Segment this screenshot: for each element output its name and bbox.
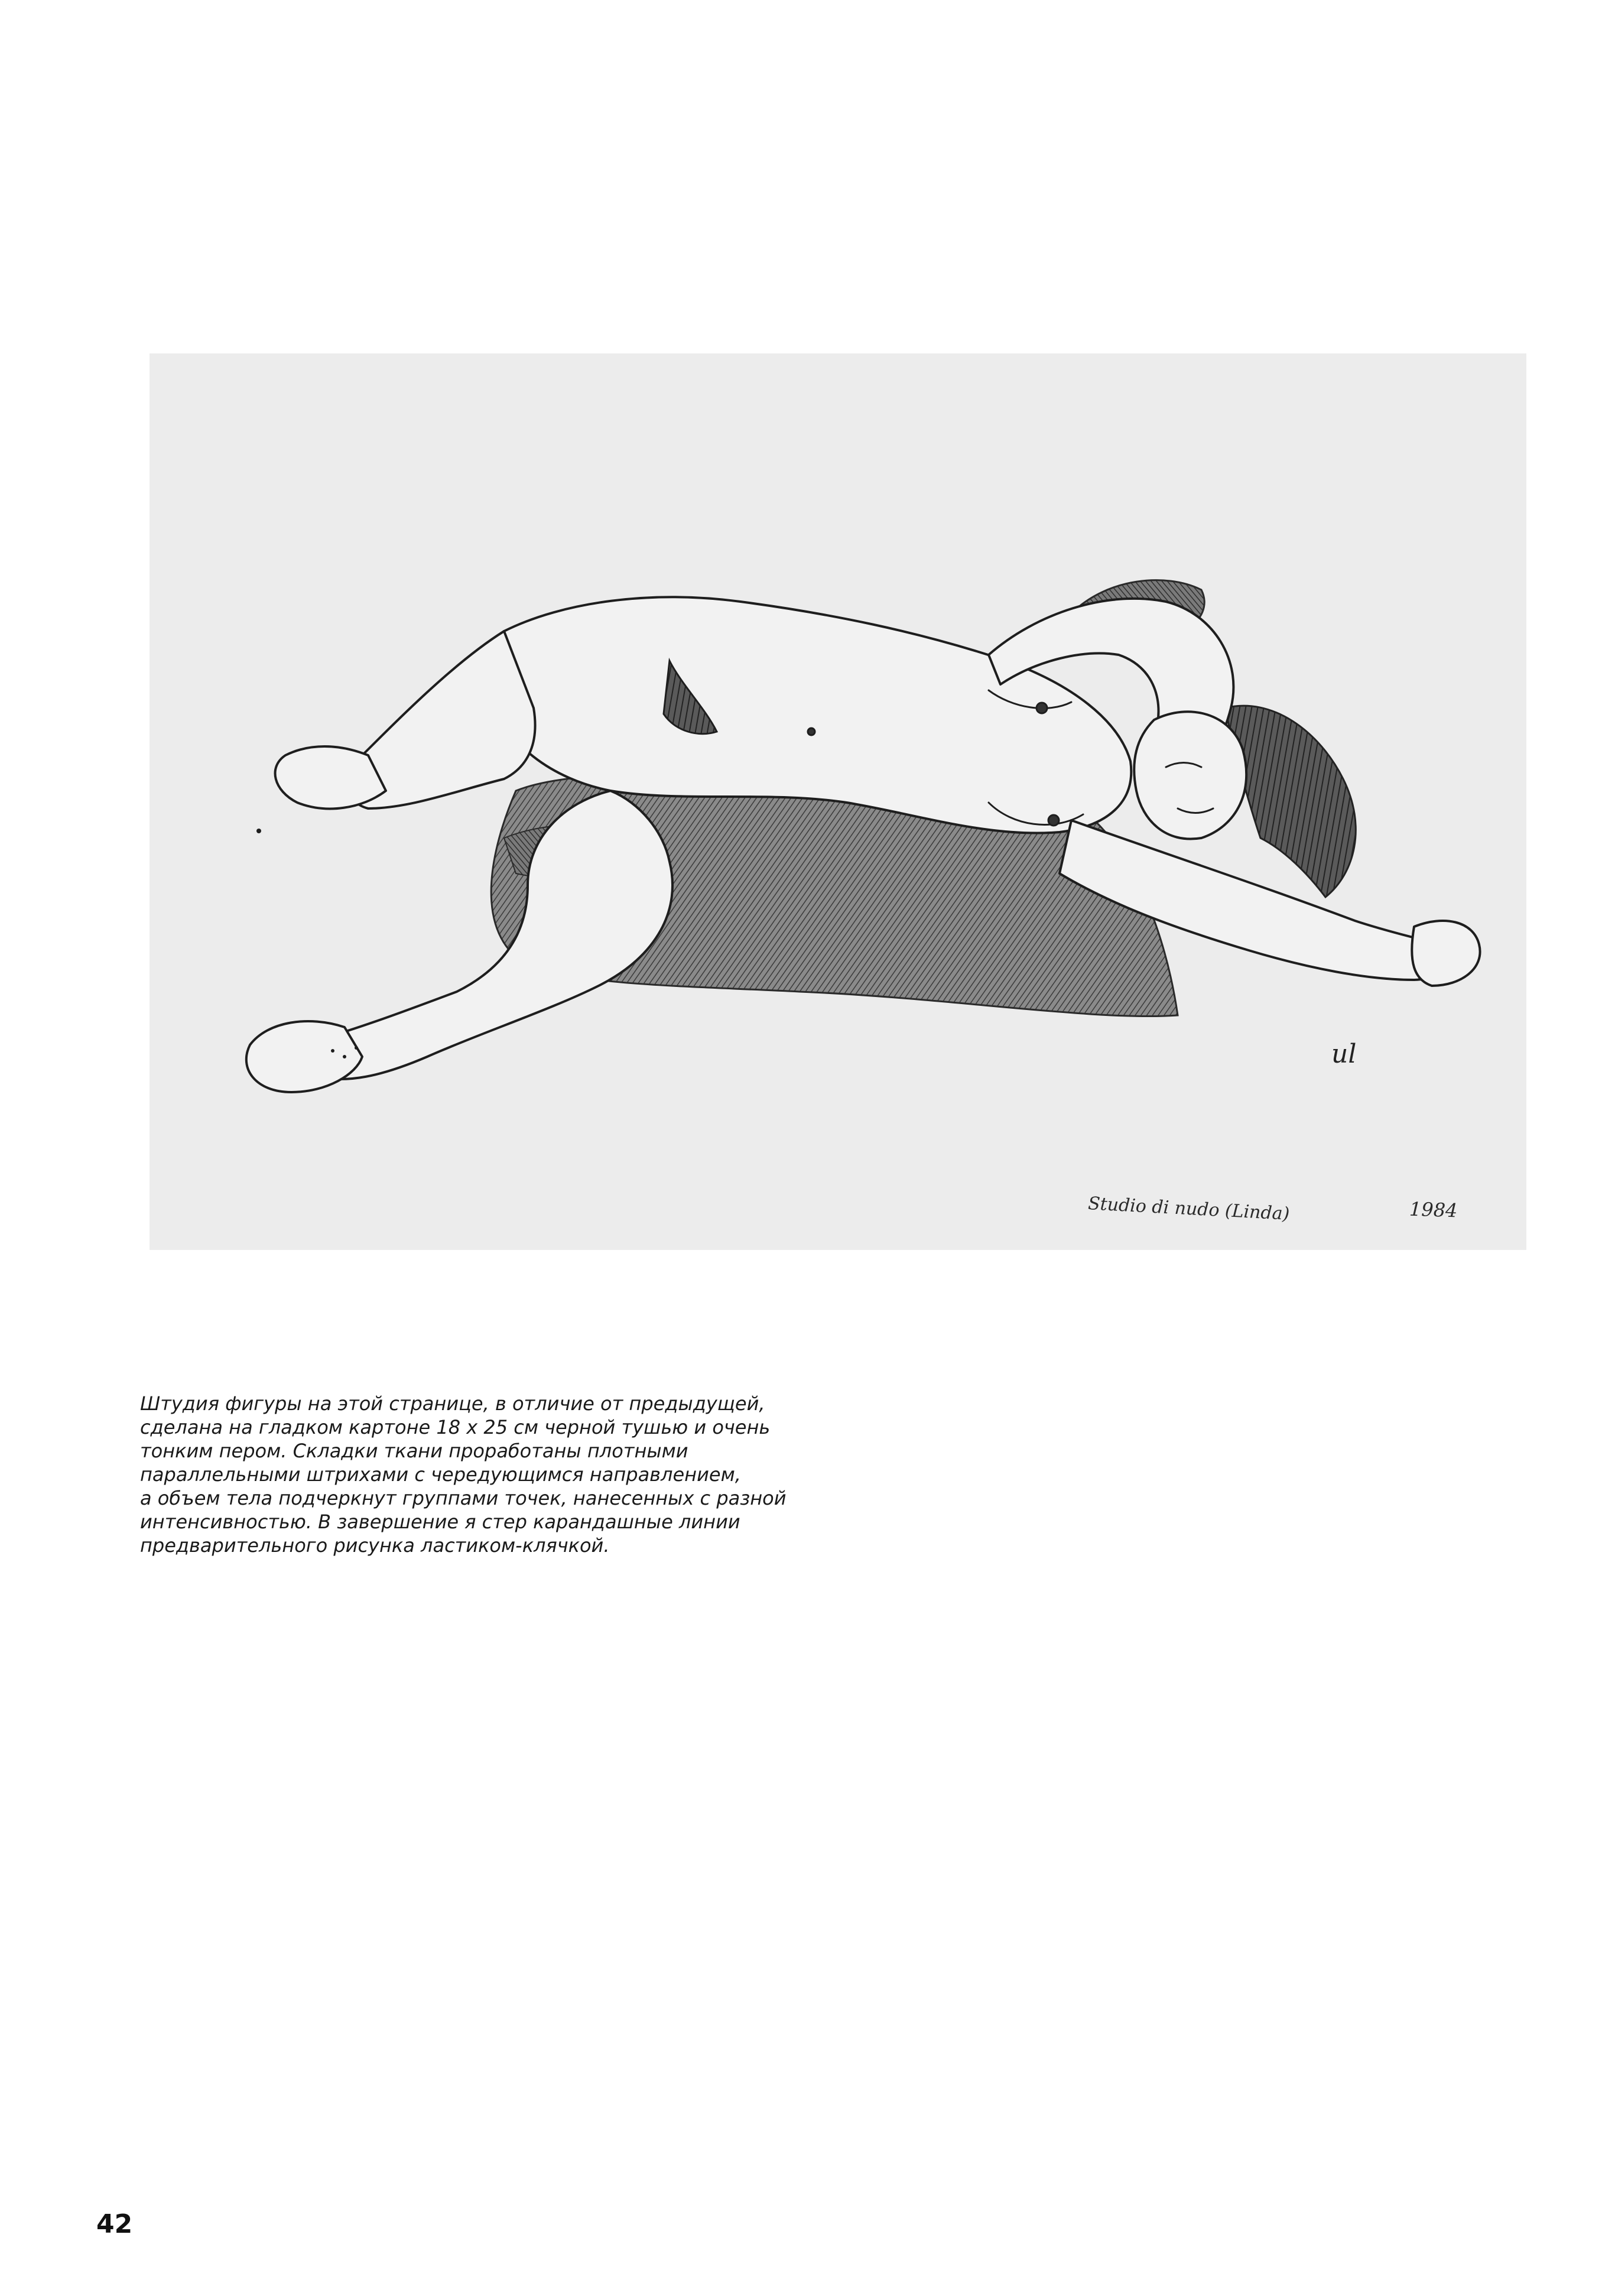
page-number: 42 xyxy=(96,2209,133,2239)
navel xyxy=(808,728,815,735)
artist-monogram: ul xyxy=(1331,1039,1357,1069)
drawing-inscription: Studio di nudo (Linda) xyxy=(1087,1193,1291,1225)
head xyxy=(1134,712,1246,839)
shin-upper xyxy=(275,746,386,808)
lower-leg xyxy=(299,791,672,1079)
caption-line: тонким пером. Складки ткани проработаны плотными xyxy=(140,1440,688,1462)
artwork-figure xyxy=(150,353,1526,1250)
caption-line: сделана на гладком картоне 18 х 25 см черной тушью и очень xyxy=(140,1416,771,1438)
reclining-figure-drawing xyxy=(150,353,1526,1250)
caption-line: предварительного рисунка ластиком-клячкой. xyxy=(140,1534,610,1557)
drawing-year: 1984 xyxy=(1409,1197,1458,1222)
nipple-lower xyxy=(1048,815,1059,826)
figure-caption xyxy=(140,1392,885,1557)
caption-line: а объем тела подчеркнут группами точек, нанесенных с разной xyxy=(140,1487,787,1509)
caption-line: интенсивностью. В завершение я стер карандашные линии xyxy=(140,1511,740,1533)
nipple-upper xyxy=(1036,703,1047,713)
caption-line: параллельными штрихами с чередующимся направлением, xyxy=(140,1463,741,1486)
hair xyxy=(1225,706,1356,897)
caption-line: Штудия фигуры на этой странице, в отличие от предыдущей, xyxy=(140,1392,765,1415)
hand xyxy=(1412,921,1480,986)
